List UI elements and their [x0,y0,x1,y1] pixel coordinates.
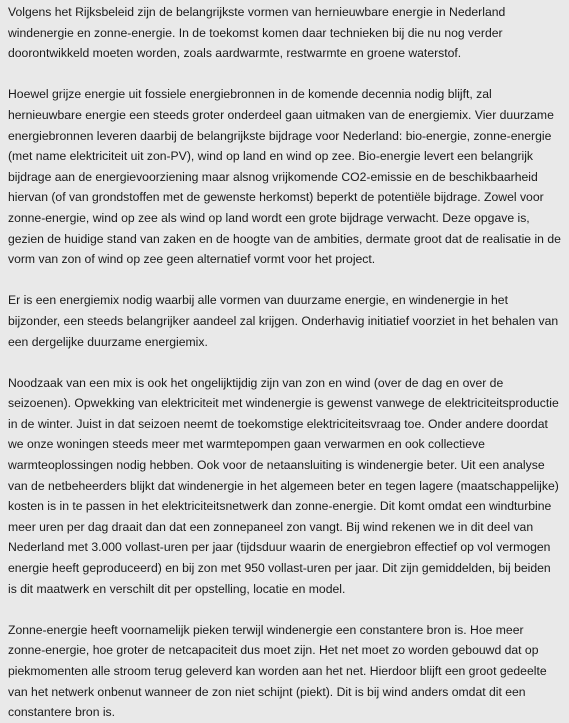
paragraph-5: Zonne-energie heeft voornamelijk pieken terwijl windenergie een constantere bron is. Hoe meer zonne-energie, hoe groter de netcapaciteit dus moet zijn. Het net moet zo worden gebouwd dat op piekmomenten alle stroom terug geleverd kan worden aan het net. Hierdoor blijft een groot gedeelte van het netwerk onbenut wanneer de zon niet schijnt (piekt). Dit is bij wind anders omdat dit een constantere bron is. [8,622,547,720]
paragraph-3: Er is een energiemix nodig waarbij alle vormen van duurzame energie, en windenergie in het bijzonder, een steeds belangrijker aandeel zal krijgen. Onderhavig initiatief voorziet in het behalen van een dergelijke duurzame energiemix. [8,293,559,349]
paragraph-4: Noodzaak van een mix is ook het ongelijktijdig zijn van zon en wind (over de dag en over de seizoenen). Opwekking van elektriciteit met windenergie is gewenst vanwege de elektriciteitsproductie in de winter. Juist in dat seizoen neemt de toekomstige elektriciteitsvraag toe. Onder andere doordat we onze woningen steeds meer met warmtepompen gaan verwarmen en ook collectieve warmteoplossingen nodig hebben. Ook voor de netaansluiting is windenergie beter. Uit een analyse van de netbeheerders blijkt dat windenergie in het algemeen beter en tegen lagere (maatschappelijke) kosten is in te passen in het elektriciteitsnetwerk dan zonne-energie. Dit komt omdat een windturbine meer uren per dag draait dan dat een zonnepaneel zon vangt. Bij wind rekenen we in dit deel van Nederland met 3.000 vollast-uren per jaar (tijdsduur waarin de energiebron effectief op vol vermogen energie heeft geproduceerd) en bij zon met 950 vollast-uren per jaar. Dit zijn gemiddelden, bij beiden is dit maatwerk en verschilt dit per opstelling, locatie en model. [8,375,559,596]
paragraph-1: Volgens het Rijksbeleid zijn de belangrijkste vormen van hernieuwbare energie in Nederland windenergie en zonne-energie. In de toekomst komen daar technieken bij die nu nog verder doorontwikkeld moeten worden, zoals aardwarmte, restwarmte en groene waterstof. [8,5,506,61]
paragraph-2: Hoewel grijze energie uit fossiele energiebronnen in de komende decennia nodig blijft, zal hernieuwbare energie een steeds groter onderdeel gaan uitmaken van de energiemix. Vier duurzame energiebronnen leveren daarbij de belangrijkste bijdrage voor Nederland: bio-energie, zonne-energie (met name elektriciteit uit zon-PV), wind op land en wind op zee. Bio-energie levert een belangrijk bijdrage aan de energievoorziening maar alsnog vrijkomende CO2-emissie en de beschikbaarheid hiervan (of van grondstoffen met de gewenste herkomst) beperkt de potentiële bijdrage. Zowel voor zonne-energie, wind op zee als wind op land wordt een grote bijdrage verwacht. Deze opgave is, gezien de huidige stand van zaken en de hoogte van de ambities, dermate groot dat de realisatie in de vorm van zon of wind op zee geen alternatief vormt voor het project. [8,87,561,267]
